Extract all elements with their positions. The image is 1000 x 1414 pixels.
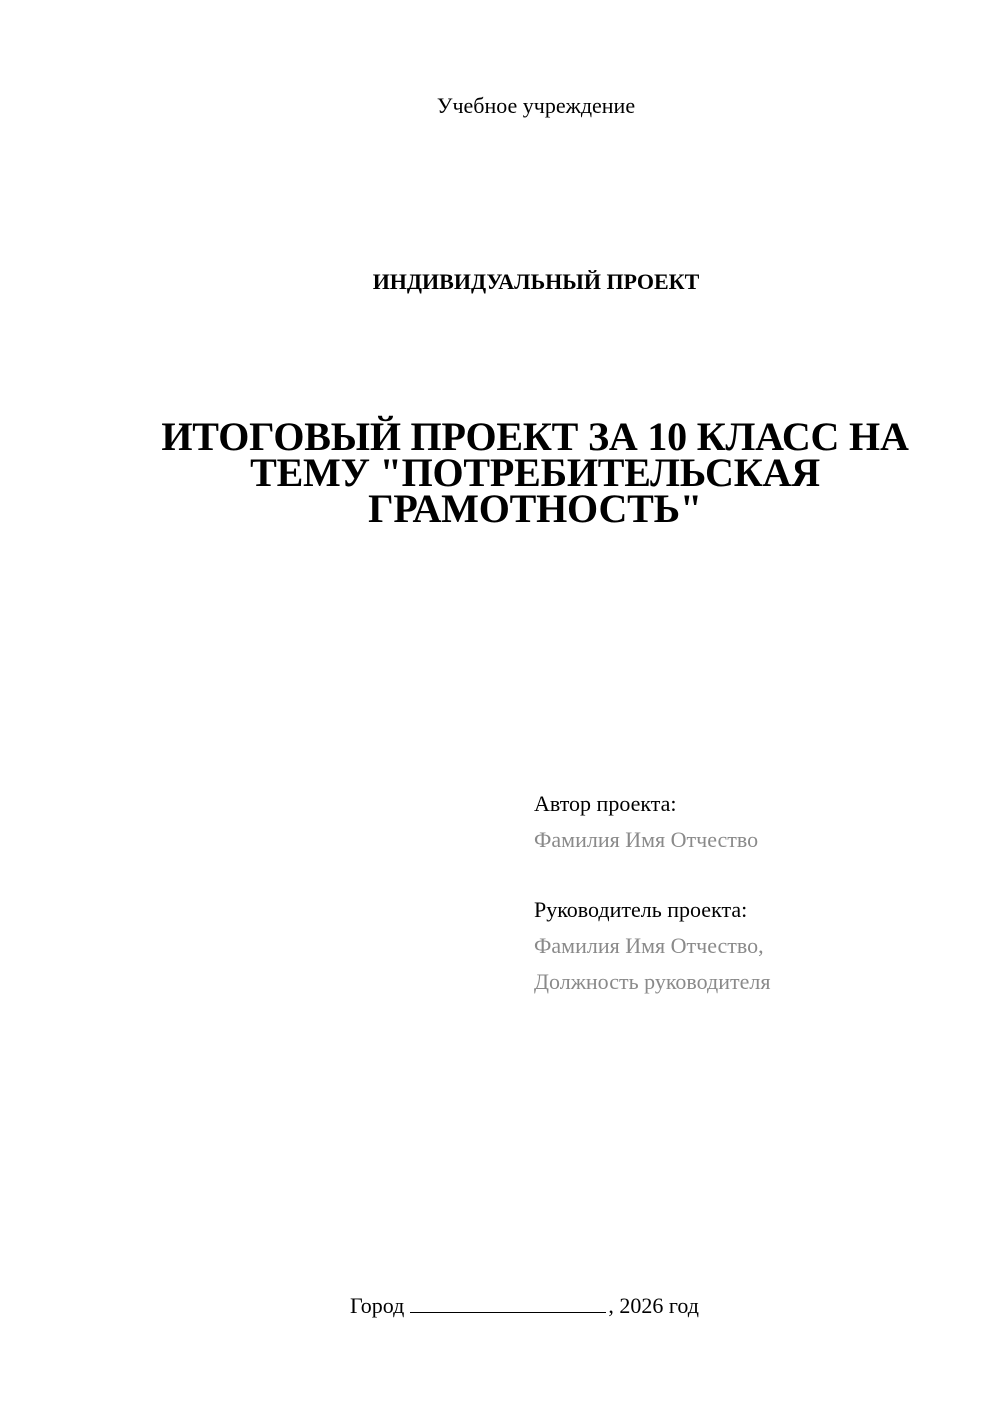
city-blank-line: [410, 1290, 606, 1313]
project-title-line-1: ИТОГОВЫЙ ПРОЕКТ ЗА 10 КЛАСС НА: [161, 414, 909, 459]
supervisor-position: Должность руководителя: [534, 969, 771, 994]
year-text: , 2026 год: [608, 1293, 699, 1318]
city-label: Город: [350, 1293, 405, 1318]
author-label: Автор проекта:: [534, 791, 677, 816]
project-credits: [534, 786, 974, 1000]
project-title-line-3: ГРАМОТНОСТЬ": [368, 486, 702, 531]
project-kind-heading: ИНДИВИДУАЛЬНЫЙ ПРОЕКТ: [372, 269, 700, 294]
author-name: Фамилия Имя Отчество: [534, 827, 759, 852]
project-title-line-2: ТЕМУ "ПОТРЕБИТЕЛЬСКАЯ: [250, 450, 820, 495]
institution-name: Учебное учреждение: [436, 93, 636, 118]
city-year-line: [350, 1290, 699, 1321]
project-title: [160, 414, 910, 531]
credits-spacer: [534, 858, 974, 892]
supervisor-name: Фамилия Имя Отчество,: [534, 933, 764, 958]
supervisor-label: Руководитель проекта:: [534, 897, 748, 922]
